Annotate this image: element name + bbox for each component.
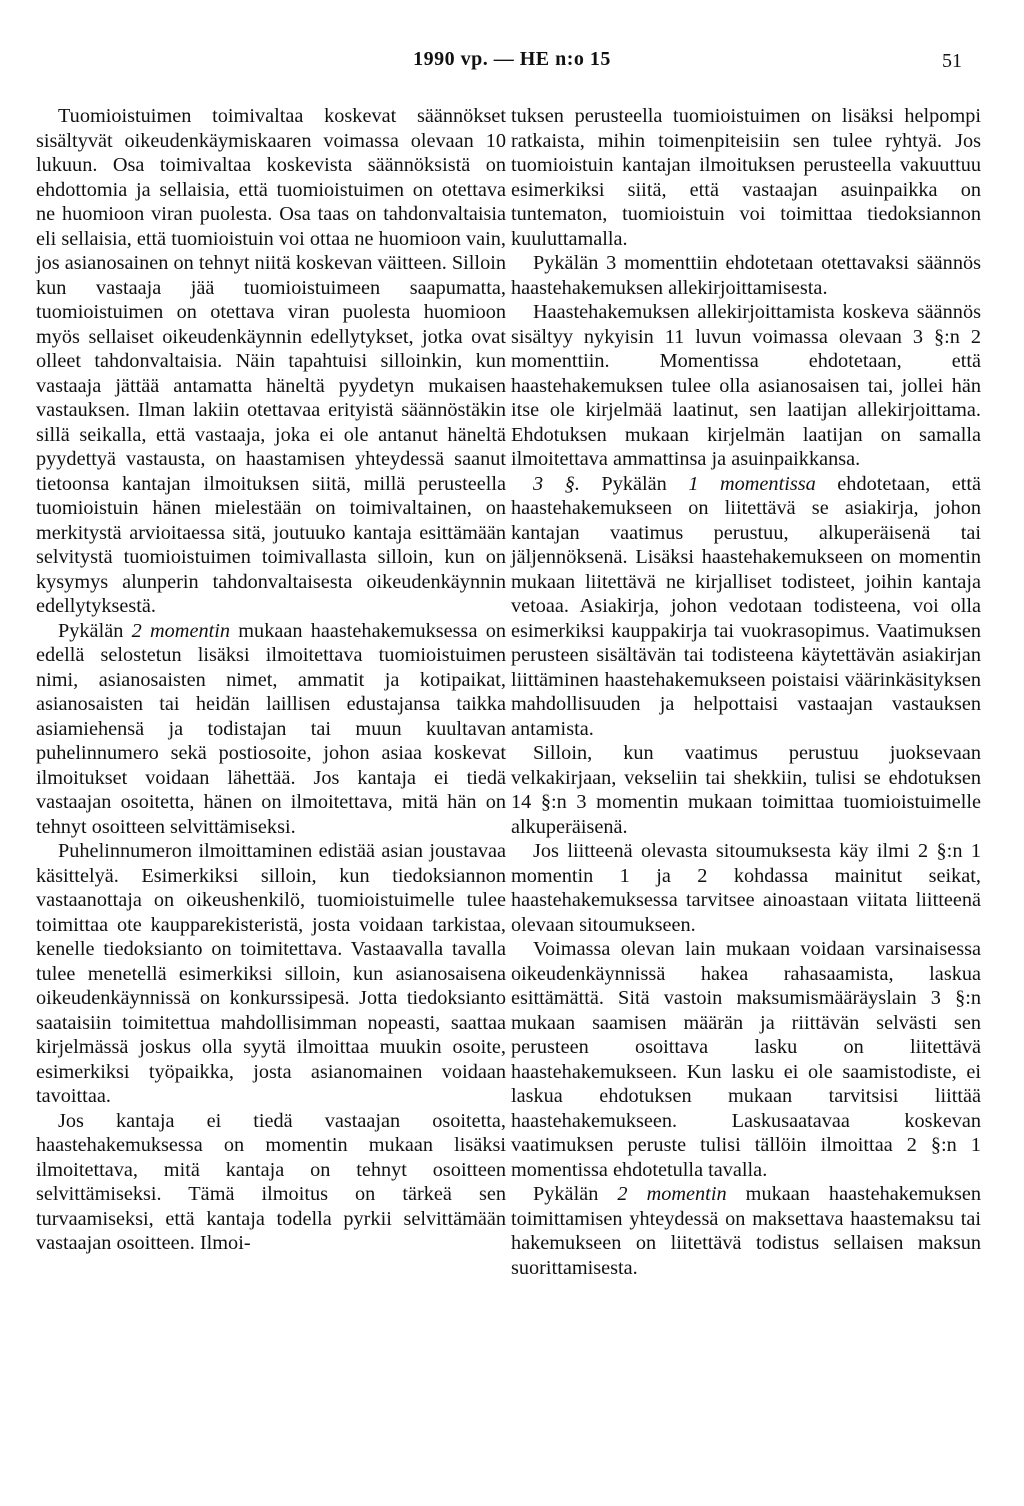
page-number: 51 <box>942 50 962 72</box>
page-header <box>0 48 1024 78</box>
paragraph: tuksen perusteella tuomioistuimen on lisäksi helpompi ratkaista, mihin toimenpiteisiin sen tulee ryhtyä. Jos tuomioistuin kantajan ilmoituksen perusteella vakuuttuu esimerkiksi siitä, että vastaajan asuinpaikka on tuntematon, tuomioistuin voi toimittaa tiedoksiannon kuuluttamalla. <box>511 105 981 250</box>
italic-reference: 2 momentin <box>131 619 231 642</box>
paragraph <box>511 1182 981 1280</box>
paragraph: Tuomioistuimen toimivaltaa koskevat säännökset sisältyvät oikeudenkäymiskaaren voimassa olevaan 10 lukuun. Osa toimivaltaa koskevista säännöksistä on ehdottomia ja sellaisia, että tuomioistuimen on otettava ne huomioon viran puolesta. Osa taas on tahdonvaltaisia eli sellaisia, että tuomioistuin voi ottaa ne huomioon vain, jos asianosainen on tehnyt niitä koskevan väitteen. Silloin kun vastaaja jää tuomioistuimeen saapumatta, tuomioistuimen on otettava viran puolesta huomioon myös sellaiset oikeudenkäynnin edellytykset, jotka ovat olleet tahdonvaltaisia. Näin tapahtuisi silloinkin, kun vastaaja jättää antamatta häneltä pyydetyn mukaisen vastauksen. Ilman lakiin otettavaa erityistä säännöstäkin sillä seikalla, että vastaaja, joka ei ole antanut häneltä pyydettyä vastausta, on haastamisen yhteydessä saanut tietoonsa kantajan ilmoituksen siitä, millä perusteella tuomioistuin hänen mielestään on toimivaltainen, on merkitystä arvioitaessa sitä, joutuuko kantaja esittämään selvitystä tuomioistuimen toimivallasta silloin, kun on kysymys alunperin tahdonvaltaisesta oikeudenkäynnin edellytyksestä. <box>36 105 506 617</box>
paragraph-lead: Pykälän <box>533 1183 618 1205</box>
italic-reference: 1 momentissa <box>688 472 816 495</box>
paragraph <box>511 472 981 742</box>
italic-reference: 2 momentin <box>617 1183 727 1205</box>
paragraph-lead: Pykälän <box>58 619 132 642</box>
paragraph-text: ehdotetaan, että haastehakemukseen on liitettävä se asiakirja, johon kantajan vaatimus perustuu, alkuperäisenä tai jäljennöksenä. Lisäksi haastehakemukseen on momentin mukaan liitettävä ne kirjalliset todisteet, joihin kantaja vetoaa. Asiakirja, johon vedotaan todisteena, voi olla esimerkiksi kauppakirja tai vuokrasopimus. Vaatimuksen perusteen sisältävän tai todisteena käytettävän asiakirjan liittäminen haastehakemukseen poistaisi väärinkäsityksen mahdollisuuden ja helpottaisi vastaajan vastauksen antamista. <box>511 472 982 740</box>
paragraph: Haastehakemuksen allekirjoittamista koskeva säännös sisältyy nykyisin 11 luvun voimassa olevaan 3 §:n 2 momenttiin. Momentissa ehdotetaan, että haastehakemuksen tulee olla asianosaisen tai, jollei hän itse ole kirjelmää laatinut, sen laatijan allekirjoittama. Ehdotuksen mukaan kirjelmän laatijan on samalla ilmoitettava ammattinsa ja asuinpaikkansa. <box>511 301 981 470</box>
paragraph <box>36 619 506 840</box>
paragraph: Puhelinnumeron ilmoittaminen edistää asian joustavaa käsittelyä. Esimerkiksi silloin, kun tiedoksiannon vastaanottaja on oikeushenkilö, tuomioistuimelle tulee toimittaa ote kaupparekisteristä, josta voidaan tarkistaa, kenelle tiedoksianto on toimitettava. Vastaavalla tavalla tulee menetellä esimerkiksi silloin, kun asianosaisena oikeudenkäynnissä on konkurssipesä. Jotta tiedoksianto saataisiin toimitettua mahdollisimman nopeasti, saattaa kirjelmässä joskus olla syytä ilmoittaa muukin osoite, esimerkiksi työpaikka, josta asianomainen voidaan tavoittaa. <box>36 840 506 1107</box>
left-column <box>36 104 506 1256</box>
paragraph: Voimassa olevan lain mukaan voidaan varsinaisessa oikeudenkäynnissä hakea rahasaamista, laskua esittämättä. Sitä vastoin maksumismääräyslain 3 §:n mukaan saamisen määrän ja riittävän selvästi sen perusteen osoittava lasku on liitettävä haastehakemukseen. Kun lasku ei ole saamistodiste, ei laskua ehdotuksen mukaan tarvitsisi liittää haastehakemukseen. Laskusaatavaa koskevan vaatimuksen peruste tulisi tällöin ilmoittaa 2 §:n 1 momentissa ehdotetulla tavalla. <box>511 938 981 1181</box>
document-title: 1990 vp. — HE n:o 15 <box>413 48 611 70</box>
paragraph-text: mukaan haastehakemuksessa on edellä selostetun lisäksi ilmoitettava tuomioistuimen nimi, asianosaisten nimet, ammatit ja kotipaikat, asianosaisten tai heidän laillisen edustajansa taikka asiamiehensä ja todistajan tai muun kuultavan puhelinnumero sekä postiosoite, johon asiaa koskevat ilmoitukset voidaan lähettää. Jos kantaja ei tiedä vastaajan osoitetta, hänen on ilmoitettava, mitä hän on tehnyt osoitteen selvittämiseksi. <box>36 619 506 838</box>
paragraph-lead: Pykälän <box>579 472 689 495</box>
section-reference: 3 §. <box>533 472 580 495</box>
paragraph: Jos kantaja ei tiedä vastaajan osoitetta, haastehakemuksessa on momentin mukaan lisäksi ilmoitettava, mitä kantaja on tehnyt osoitteen selvittämiseksi. Tämä ilmoitus on tärkeä sen turvaamiseksi, että kantaja todella pyrkii selvittämään vastaajan osoitteen. Ilmoi- <box>36 1109 506 1254</box>
right-column <box>511 104 981 1280</box>
paragraph-text: mukaan haastehakemuksen toimittamisen yhteydessä on maksettava haastemaksu tai hakemukseen on liitettävä todistus sellaisen maksun suorittamisesta. <box>511 1183 981 1279</box>
paragraph: Silloin, kun vaatimus perustuu juoksevaan velkakirjaan, vekseliin tai shekkiin, tulisi se ehdotuksen 14 §:n 3 momentin mukaan toimittaa tuomioistuimelle alkuperäisenä. <box>511 742 981 838</box>
paragraph: Jos liitteenä olevasta sitoumuksesta käy ilmi 2 §:n 1 momentin 1 ja 2 kohdassa mainitut seikat, haastehakemuksessa tarvitsee ainoastaan viitata liitteenä olevaan sitoumukseen. <box>511 840 981 936</box>
paragraph: Pykälän 3 momenttiin ehdotetaan otettavaksi säännös haastehakemuksen allekirjoittamisesta. <box>511 252 981 299</box>
